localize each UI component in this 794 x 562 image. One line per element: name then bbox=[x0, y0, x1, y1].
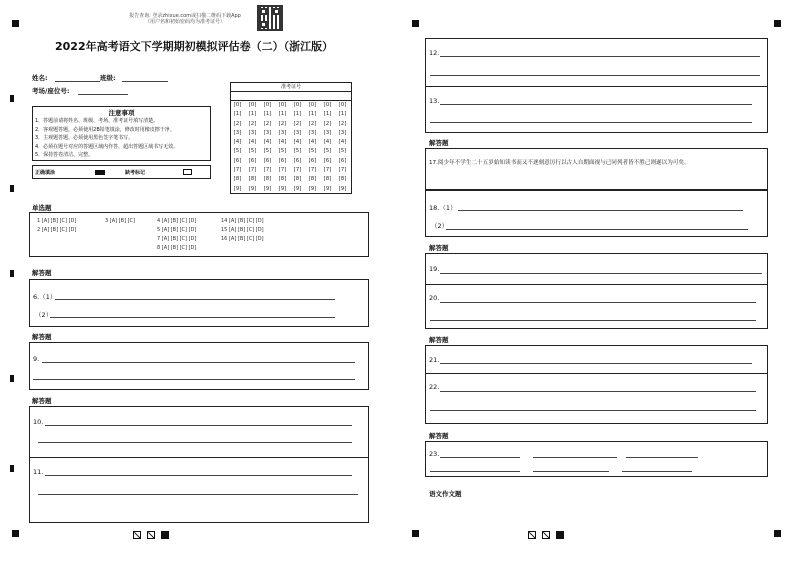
page-indicator bbox=[133, 531, 141, 539]
exam-id-bubble[interactable]: [2] bbox=[248, 120, 257, 127]
timing-mark bbox=[412, 20, 419, 27]
exam-id-bubble[interactable]: [6] bbox=[278, 157, 287, 164]
exam-id-bubble[interactable]: [1] bbox=[293, 111, 302, 118]
exam-id-bubble[interactable]: [7] bbox=[278, 167, 287, 174]
timing-mark bbox=[10, 95, 14, 102]
exam-id-bubble[interactable]: [8] bbox=[338, 176, 347, 183]
page-indicator bbox=[147, 531, 155, 539]
section-title: 解答题 bbox=[429, 432, 449, 440]
exam-id-bubble[interactable]: [7] bbox=[338, 167, 347, 174]
name-label: 姓名: bbox=[32, 74, 48, 82]
exam-id-bubble[interactable]: [2] bbox=[278, 120, 287, 127]
essay-title: 语文作文题 bbox=[429, 490, 462, 498]
answer-line[interactable] bbox=[440, 363, 752, 364]
exam-id-bubble[interactable]: [8] bbox=[263, 176, 272, 183]
exam-id-bubble[interactable]: [5] bbox=[278, 148, 287, 155]
question-label: 21. bbox=[429, 356, 440, 364]
answer-line[interactable] bbox=[45, 475, 352, 476]
exam-id-bubble[interactable]: [9] bbox=[278, 185, 287, 192]
timing-mark bbox=[10, 375, 14, 382]
exam-id-box bbox=[230, 82, 352, 194]
exam-id-bubble[interactable]: [5] bbox=[338, 148, 347, 155]
answer-line[interactable] bbox=[440, 457, 520, 458]
mcq-item[interactable]: 8 [A] [B] [C] [D] bbox=[157, 245, 197, 251]
exam-id-bubble[interactable]: [8] bbox=[293, 176, 302, 183]
answer-line[interactable] bbox=[440, 302, 756, 303]
section-title: 解答题 bbox=[32, 269, 52, 277]
exam-id-bubble[interactable]: [3] bbox=[308, 129, 317, 136]
exam-id-bubble[interactable]: [3] bbox=[233, 129, 242, 136]
exam-id-bubble[interactable]: [5] bbox=[293, 148, 302, 155]
mcq-item[interactable]: 3 [A] [B] [C] bbox=[105, 218, 135, 224]
mcq-item[interactable]: 15 [A] [B] [C] [D] bbox=[221, 227, 264, 233]
section-title: 解答题 bbox=[429, 336, 449, 344]
question-label: 23. bbox=[429, 450, 440, 458]
page-indicator bbox=[161, 531, 169, 539]
question-label: 20. bbox=[429, 294, 440, 302]
answer-box-q23 bbox=[425, 441, 768, 477]
exam-id-bubble[interactable]: [9] bbox=[263, 185, 272, 192]
question-label: 10. bbox=[33, 418, 44, 426]
exam-id-title: 准考证号 bbox=[231, 83, 351, 92]
exam-id-column bbox=[323, 101, 332, 194]
exam-id-bubble[interactable]: [3] bbox=[263, 129, 272, 136]
exam-id-bubble[interactable]: [0] bbox=[323, 102, 332, 108]
exam-id-bubble[interactable]: [1] bbox=[263, 111, 272, 118]
timing-mark bbox=[10, 465, 14, 472]
exam-id-bubble[interactable]: [6] bbox=[323, 157, 332, 164]
answer-line[interactable] bbox=[440, 391, 756, 392]
exam-id-bubble[interactable]: [3] bbox=[293, 129, 302, 136]
exam-id-bubble[interactable]: [8] bbox=[323, 176, 332, 183]
question-label: 11. bbox=[33, 468, 44, 476]
answer-box-q19-q20 bbox=[425, 253, 768, 329]
answer-box-q6 bbox=[29, 279, 369, 327]
answer-line[interactable] bbox=[430, 410, 756, 411]
exam-id-bubble[interactable]: [6] bbox=[248, 157, 257, 164]
question-label: 12. bbox=[429, 49, 440, 57]
report-note: 报告查询: 登录zhixue.com或扫描二维码下载App （用户名和初始密码均为准考证号） bbox=[129, 13, 241, 25]
answer-line[interactable] bbox=[446, 229, 748, 230]
exam-id-bubble[interactable]: [1] bbox=[248, 111, 257, 118]
exam-id-column bbox=[338, 101, 347, 194]
notes-box bbox=[32, 106, 211, 161]
timing-mark bbox=[10, 270, 14, 277]
timing-mark bbox=[10, 185, 14, 192]
mcq-item[interactable]: 1 [A] [B] [C] [D] bbox=[37, 218, 77, 224]
question-label: 9. bbox=[33, 355, 40, 363]
exam-id-bubble[interactable]: [7] bbox=[233, 167, 242, 174]
exam-id-bubble[interactable]: [1] bbox=[278, 111, 287, 118]
exam-id-bubble[interactable]: [0] bbox=[263, 102, 272, 108]
exam-id-bubble[interactable]: [9] bbox=[293, 185, 302, 192]
answer-line[interactable] bbox=[33, 379, 355, 380]
answer-line[interactable] bbox=[50, 317, 335, 318]
answer-box-q21-q22 bbox=[425, 345, 768, 424]
section-title: 解答题 bbox=[429, 244, 449, 252]
exam-id-bubble[interactable]: [0] bbox=[278, 102, 287, 108]
answer-box-q17 bbox=[425, 148, 768, 190]
exam-id-bubble[interactable]: [8] bbox=[278, 176, 287, 183]
class-field[interactable] bbox=[122, 81, 168, 82]
question-label: 13. bbox=[429, 97, 440, 105]
exam-id-bubble[interactable]: [7] bbox=[308, 167, 317, 174]
question-label: 6.（1） bbox=[33, 293, 57, 301]
correct-fill-label: 正确填涂 bbox=[35, 170, 56, 176]
answer-box-q18 bbox=[425, 190, 768, 237]
exam-id-bubble[interactable]: [9] bbox=[338, 185, 347, 192]
notes-item: 3．主观题答题，必须使用黑色签字笔书写。 bbox=[35, 135, 134, 141]
exam-id-bubble[interactable]: [4] bbox=[323, 139, 332, 146]
answer-line[interactable] bbox=[45, 425, 352, 426]
exam-id-bubble[interactable]: [4] bbox=[308, 139, 317, 146]
question-17-text: 17.阅少年不学生二十五岁始知读书而又不逐刻意厉行以古人自期面视与已同列者皆不胜己则遂以为可矣。 bbox=[429, 160, 690, 166]
exam-id-bubble[interactable]: [5] bbox=[233, 148, 242, 155]
exam-id-bubble[interactable]: [2] bbox=[263, 120, 272, 127]
name-field[interactable] bbox=[55, 81, 100, 82]
absent-mark-checkbox[interactable] bbox=[183, 169, 192, 175]
exam-id-bubble[interactable]: [6] bbox=[263, 157, 272, 164]
answer-line[interactable] bbox=[533, 471, 609, 472]
exam-id-bubble[interactable]: [5] bbox=[323, 148, 332, 155]
exam-id-column bbox=[293, 101, 302, 194]
exam-id-bubble[interactable]: [3] bbox=[248, 129, 257, 136]
exam-id-bubble[interactable]: [9] bbox=[233, 185, 242, 192]
exam-id-column bbox=[278, 101, 287, 194]
exam-id-column bbox=[248, 101, 257, 194]
exam-id-bubble[interactable]: [6] bbox=[233, 157, 242, 164]
exam-id-bubble[interactable]: [9] bbox=[248, 185, 257, 192]
exam-id-bubble[interactable]: [4] bbox=[233, 139, 242, 146]
exam-id-column bbox=[308, 101, 317, 194]
answer-line[interactable] bbox=[38, 494, 358, 495]
mcq-box bbox=[29, 212, 369, 257]
exam-id-bubble[interactable]: [2] bbox=[233, 120, 242, 127]
answer-line[interactable] bbox=[38, 442, 352, 443]
fill-example-box bbox=[32, 165, 211, 179]
mcq-item[interactable]: 2 [A] [B] [C] [D] bbox=[37, 227, 77, 233]
exam-id-bubble[interactable]: [6] bbox=[308, 157, 317, 164]
answer-line[interactable] bbox=[430, 122, 752, 123]
answer-line[interactable] bbox=[440, 104, 752, 105]
exam-id-bubble[interactable]: [5] bbox=[263, 148, 272, 155]
section-title: 解答题 bbox=[429, 139, 449, 147]
notes-item: 5．保持答卷清洁、完整。 bbox=[35, 152, 94, 158]
page-title: 2022年高考语文下学期期初模拟评估卷（二）（浙江版） bbox=[55, 40, 334, 53]
notes-item: 2．客观题答题，必须使用2B铅笔填涂，修改时用橡皮擦干净。 bbox=[35, 126, 175, 133]
exam-id-bubble[interactable]: [8] bbox=[248, 176, 257, 183]
mcq-title: 单选题 bbox=[32, 204, 52, 212]
exam-id-bubble[interactable]: [8] bbox=[233, 176, 242, 183]
mcq-item[interactable]: 4 [A] [B] [C] [D] bbox=[157, 218, 197, 224]
section-title: 解答题 bbox=[32, 397, 52, 405]
page-indicator bbox=[528, 531, 536, 539]
exam-id-bubble[interactable]: [4] bbox=[338, 139, 347, 146]
question-label: （2） bbox=[431, 222, 449, 230]
answer-line[interactable] bbox=[430, 471, 520, 472]
exam-id-bubble[interactable]: [9] bbox=[323, 185, 332, 192]
timing-mark bbox=[12, 20, 19, 27]
qr-code-icon bbox=[257, 5, 283, 31]
exam-id-bubble[interactable]: [6] bbox=[293, 157, 302, 164]
answer-line[interactable] bbox=[440, 56, 760, 57]
answer-line[interactable] bbox=[440, 273, 762, 274]
exam-id-bubble[interactable]: [1] bbox=[323, 111, 332, 118]
exam-id-bubble[interactable]: [6] bbox=[338, 157, 347, 164]
answer-line[interactable] bbox=[430, 320, 756, 321]
answer-line[interactable] bbox=[622, 471, 692, 472]
page-indicator bbox=[556, 531, 564, 539]
exam-id-bubble[interactable]: [2] bbox=[293, 120, 302, 127]
exam-id-column bbox=[233, 101, 242, 194]
mcq-item[interactable]: 16 [A] [B] [C] [D] bbox=[221, 236, 264, 242]
mcq-item[interactable]: 5 [A] [B] [C] [D] bbox=[157, 227, 197, 233]
page-indicator bbox=[542, 531, 550, 539]
answer-line[interactable] bbox=[55, 299, 335, 300]
answer-box-q10-q11 bbox=[29, 406, 369, 523]
exam-id-bubble[interactable]: [0] bbox=[308, 102, 317, 108]
exam-id-bubble[interactable]: [1] bbox=[233, 111, 242, 118]
exam-id-bubble[interactable]: [4] bbox=[248, 139, 257, 146]
exam-id-bubble[interactable]: [0] bbox=[233, 102, 242, 108]
section-title: 解答题 bbox=[32, 333, 52, 341]
exam-id-bubble[interactable]: [4] bbox=[293, 139, 302, 146]
answer-line[interactable] bbox=[430, 75, 760, 76]
question-label: 18.（1） bbox=[429, 204, 457, 212]
exam-id-bubble[interactable]: [4] bbox=[263, 139, 272, 146]
exam-id-bubble[interactable]: [0] bbox=[293, 102, 302, 108]
notes-item: 4．必须在题号对应的答题区域内作答，超出答题区域书写无效。 bbox=[35, 143, 179, 150]
timing-mark bbox=[774, 530, 781, 537]
answer-line[interactable] bbox=[458, 210, 743, 211]
exam-id-bubble[interactable]: [3] bbox=[278, 129, 287, 136]
exam-id-bubble[interactable]: [7] bbox=[323, 167, 332, 174]
question-label: 22. bbox=[429, 383, 440, 391]
exam-id-bubble[interactable]: [7] bbox=[293, 167, 302, 174]
answer-box-q9 bbox=[29, 342, 369, 390]
exam-id-bubble[interactable]: [7] bbox=[248, 167, 257, 174]
exam-id-bubble[interactable]: [7] bbox=[263, 167, 272, 174]
exam-id-bubble[interactable]: [3] bbox=[323, 129, 332, 136]
exam-id-column bbox=[263, 101, 272, 194]
answer-line[interactable] bbox=[42, 362, 355, 363]
exam-id-bubble[interactable]: [0] bbox=[248, 102, 257, 108]
exam-id-bubble[interactable]: [5] bbox=[248, 148, 257, 155]
exam-id-bubble[interactable]: [8] bbox=[308, 176, 317, 183]
exam-id-bubble[interactable]: [1] bbox=[338, 111, 347, 118]
answer-line[interactable] bbox=[626, 457, 698, 458]
notes-title: 注意事项 bbox=[108, 109, 135, 117]
class-label: 班级: bbox=[100, 74, 116, 82]
timing-mark bbox=[12, 530, 19, 537]
mcq-item[interactable]: 7 [A] [B] [C] [D] bbox=[157, 236, 197, 242]
exam-id-bubble[interactable]: [0] bbox=[338, 102, 347, 108]
absent-mark-label: 缺考标记 bbox=[125, 170, 146, 176]
question-label: 19. bbox=[429, 265, 440, 273]
exam-id-bubble[interactable]: [9] bbox=[308, 185, 317, 192]
correct-fill-sample bbox=[95, 170, 105, 175]
exam-id-bubble[interactable]: [4] bbox=[278, 139, 287, 146]
timing-mark bbox=[774, 20, 781, 27]
exam-id-bubble[interactable]: [3] bbox=[338, 129, 347, 136]
question-label: （2） bbox=[35, 311, 53, 319]
room-seat-field[interactable] bbox=[78, 94, 128, 95]
answer-box-q12-q13 bbox=[425, 38, 768, 133]
room-seat-label: 考场/座位号: bbox=[32, 87, 70, 95]
answer-line[interactable] bbox=[533, 457, 617, 458]
exam-id-bubble[interactable]: [5] bbox=[308, 148, 317, 155]
exam-id-bubble[interactable]: [2] bbox=[308, 120, 317, 127]
exam-id-bubble[interactable]: [1] bbox=[308, 111, 317, 118]
timing-mark bbox=[412, 530, 419, 537]
notes-item: 1．答题前请将姓名、班级、考场、准考证号填写清楚。 bbox=[35, 118, 159, 124]
exam-id-bubble[interactable]: [2] bbox=[338, 120, 347, 127]
exam-id-bubble[interactable]: [2] bbox=[323, 120, 332, 127]
mcq-item[interactable]: 14 [A] [B] [C] [D] bbox=[221, 218, 264, 224]
